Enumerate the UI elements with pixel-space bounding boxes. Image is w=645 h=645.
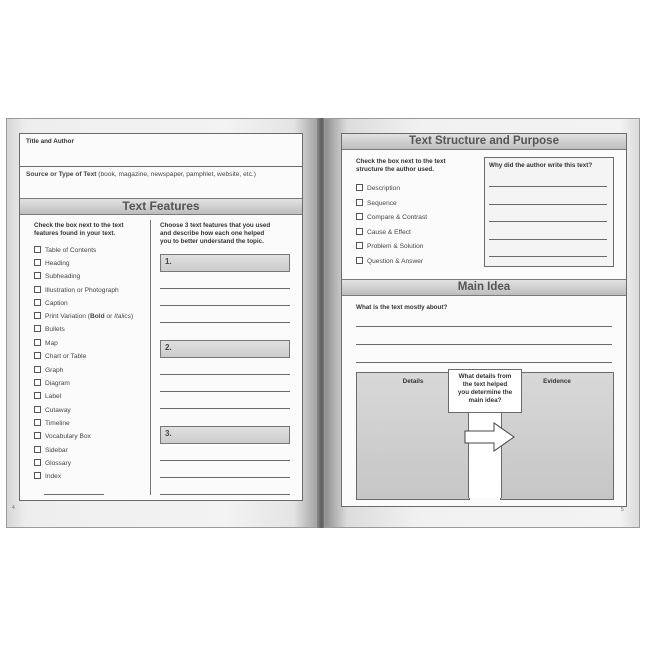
checkbox[interactable] (356, 184, 363, 191)
left-worksheet-frame (19, 133, 303, 501)
feature-label: Illustration or Photograph (45, 287, 119, 294)
checkbox[interactable] (34, 432, 41, 439)
structure-label: Question & Answer (367, 258, 424, 265)
other-feature-line[interactable] (44, 494, 104, 495)
evidence-label: Evidence (543, 378, 571, 385)
feature-label: Cutaway (45, 407, 71, 414)
answer-line[interactable] (489, 186, 607, 187)
text-features-heading: Text Features (122, 199, 200, 213)
feature-checkbox-item[interactable] (34, 459, 71, 467)
answer-line[interactable] (160, 494, 290, 495)
structure-instruction (356, 158, 446, 174)
checkbox[interactable] (34, 259, 41, 266)
why-question: Why did the author write this text? (489, 162, 593, 169)
structure-checkbox-item[interactable] (356, 257, 423, 265)
right-page-number: 5 (621, 507, 624, 513)
print-variation-mid: or (104, 313, 115, 320)
checkbox[interactable] (356, 213, 363, 220)
structure-checkbox-item[interactable] (356, 199, 397, 207)
structure-checkbox-item[interactable] (356, 242, 423, 250)
feature-checkbox-item[interactable] (34, 472, 61, 480)
answer-line[interactable] (160, 322, 290, 323)
main-idea-heading: Main Idea (457, 281, 511, 293)
center-question-box (448, 369, 522, 413)
feature-label: Label (45, 393, 62, 400)
structure-instruction-line-1: Check the box next to the text (356, 158, 446, 165)
checkbox[interactable] (34, 406, 41, 413)
structure-heading: Text Structure and Purpose (409, 135, 559, 147)
answer-line[interactable] (489, 256, 607, 257)
feature-checkbox-item[interactable] (34, 246, 96, 254)
feature-checkbox-item[interactable] (34, 339, 58, 347)
answer-line[interactable] (160, 391, 290, 392)
feature-checkbox-item[interactable] (34, 432, 91, 440)
checkbox[interactable] (34, 379, 41, 386)
checkbox[interactable] (34, 272, 41, 279)
checkbox[interactable] (356, 242, 363, 249)
checkbox[interactable] (356, 257, 363, 264)
print-variation-italic: Italics (114, 313, 131, 320)
feature-label: Table of Contents (45, 247, 97, 254)
center-question-line-3: you determine the (457, 389, 513, 396)
answer-line[interactable] (160, 374, 290, 375)
feature-checkbox-item[interactable] (34, 286, 119, 294)
feature-label: Heading (45, 260, 70, 267)
answer-line[interactable] (356, 344, 612, 345)
structure-label: Compare & Contrast (367, 214, 428, 221)
checkbox[interactable] (34, 392, 41, 399)
feature-label: Chart or Table (45, 353, 87, 360)
feature-checkbox-item[interactable] (34, 392, 61, 400)
feature-box-2[interactable] (160, 340, 290, 358)
author-purpose-box[interactable] (484, 157, 614, 267)
main-idea-banner (342, 279, 626, 296)
feature-number: 2. (165, 343, 172, 352)
details-label: Details (402, 378, 424, 385)
structure-label: Sequence (367, 200, 397, 207)
choose-instruction-line-1: Choose 3 text features that you used (160, 222, 271, 229)
main-idea-question: What is the text mostly about? (356, 304, 448, 311)
answer-line[interactable] (160, 477, 290, 478)
text-features-banner (20, 198, 302, 215)
feature-label: Graph (45, 367, 64, 374)
feature-checkbox-item[interactable] (34, 366, 63, 374)
open-workbook (6, 118, 640, 528)
feature-label: Glossary (45, 460, 72, 467)
answer-line[interactable] (489, 239, 607, 240)
structure-label: Description (367, 185, 400, 192)
source-label-rest: (book, magazine, newspaper, pamphlet, website, etc.) (96, 171, 256, 178)
center-question (449, 373, 521, 405)
feature-number: 3. (165, 429, 172, 438)
feature-checkbox-item[interactable] (34, 419, 70, 427)
checkbox[interactable] (34, 446, 41, 453)
feature-label: Map (45, 340, 58, 347)
features-instruction (34, 222, 124, 238)
checkbox[interactable] (34, 299, 41, 306)
checkbox[interactable] (34, 352, 41, 359)
structure-label: Problem & Solution (367, 243, 424, 250)
center-question-line-4: main idea? (468, 397, 502, 404)
checkbox[interactable] (34, 312, 41, 319)
title-author-label: Title and Author (26, 138, 74, 145)
choose-instruction-line-3: you to better understand the topic. (160, 238, 264, 245)
features-instruction-line-2: features found in your text. (34, 230, 116, 237)
left-page (6, 118, 320, 528)
features-instruction-line-1: Check the box next to the text (34, 222, 124, 229)
print-variation-pre: Print Variation ( (45, 313, 90, 320)
checkbox[interactable] (34, 325, 41, 332)
print-variation-bold: Bold (89, 313, 105, 320)
feature-checkbox-item[interactable] (34, 299, 68, 307)
center-question-line-1: What details from (458, 373, 512, 380)
feature-number: 1. (165, 257, 172, 266)
feature-checkbox-item[interactable] (34, 379, 70, 387)
feature-checkbox-item[interactable] (34, 259, 70, 267)
structure-checkbox-item[interactable] (356, 228, 411, 236)
checkbox[interactable] (34, 246, 41, 253)
checkbox[interactable] (356, 199, 363, 206)
feature-label: Bullets (45, 326, 65, 333)
checkbox[interactable] (34, 339, 41, 346)
checkbox[interactable] (34, 472, 41, 479)
answer-line[interactable] (489, 221, 607, 222)
answer-line[interactable] (489, 204, 607, 205)
answer-line[interactable] (356, 326, 612, 327)
right-worksheet-frame (341, 133, 627, 507)
source-label (26, 171, 256, 179)
answer-line[interactable] (160, 460, 290, 461)
structure-label: Cause & Effect (367, 229, 411, 236)
answer-line[interactable] (160, 305, 290, 306)
answer-line[interactable] (160, 408, 290, 409)
structure-checkbox-item[interactable] (356, 184, 400, 192)
feature-label: Timeline (45, 420, 70, 427)
title-divider (20, 166, 302, 167)
answer-line[interactable] (160, 288, 290, 289)
source-label-bold: Source or Type of Text (26, 171, 97, 178)
center-question-line-2: the text helped (462, 381, 508, 388)
column-divider (150, 220, 151, 495)
feature-checkbox-item[interactable] (34, 352, 86, 360)
checkbox[interactable] (34, 366, 41, 373)
structure-instruction-line-2: structure the author used. (356, 166, 435, 173)
checkbox[interactable] (34, 419, 41, 426)
feature-checkbox-item[interactable] (34, 325, 65, 333)
feature-box-1[interactable] (160, 254, 290, 272)
feature-label: Subheading (45, 273, 81, 280)
structure-banner (342, 134, 626, 150)
checkbox[interactable] (356, 228, 363, 235)
feature-label: Diagram (45, 380, 70, 387)
feature-label: Caption (45, 300, 68, 307)
feature-checkbox-item[interactable] (34, 446, 68, 454)
choose-instruction (160, 222, 270, 246)
answer-line[interactable] (356, 362, 612, 363)
feature-checkbox-item-print-variation[interactable] (34, 312, 133, 320)
feature-label: Index (45, 473, 62, 480)
feature-checkbox-item[interactable] (34, 406, 71, 414)
structure-checkbox-item[interactable] (356, 213, 427, 221)
feature-label: Sidebar (45, 447, 68, 454)
checkbox[interactable] (34, 459, 41, 466)
right-page (324, 118, 640, 528)
print-variation-post: ) (131, 313, 134, 320)
checkbox[interactable] (34, 286, 41, 293)
choose-instruction-line-2: and describe how each one helped (160, 230, 265, 237)
feature-checkbox-item[interactable] (34, 272, 80, 280)
arrow-right-icon (464, 422, 516, 452)
feature-label: Vocabulary Box (45, 433, 91, 440)
left-page-number: 4 (12, 505, 15, 511)
feature-box-3[interactable] (160, 426, 290, 444)
